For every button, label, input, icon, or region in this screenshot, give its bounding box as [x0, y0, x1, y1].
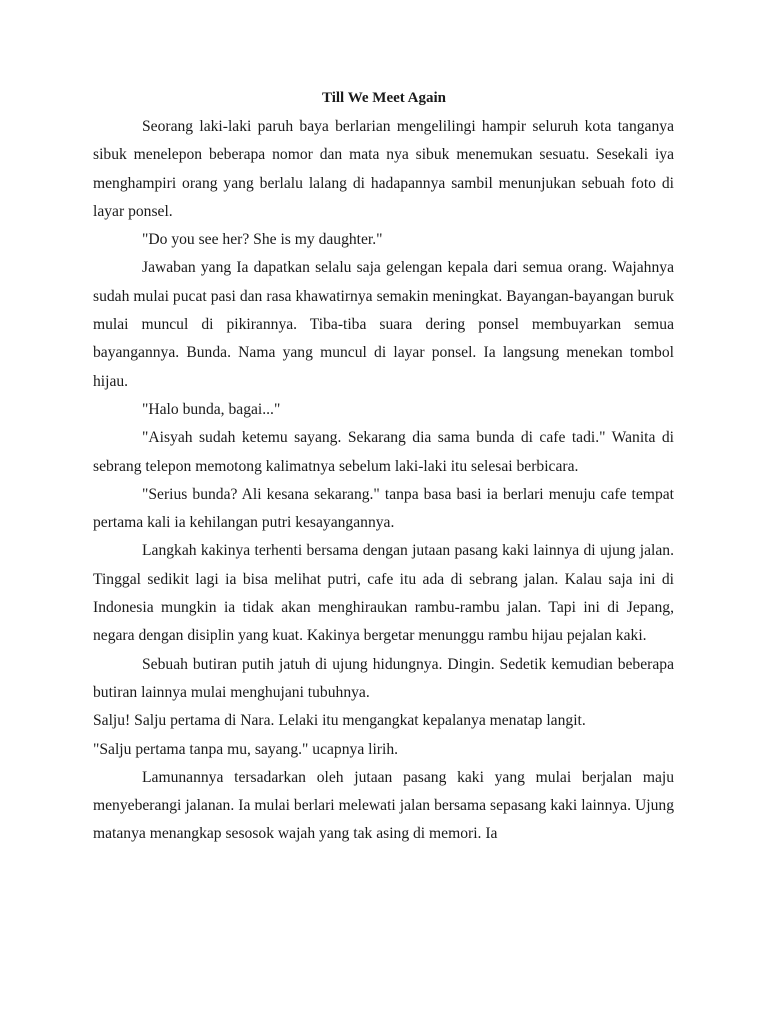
paragraph-7: Langkah kakinya terhenti bersama dengan jutaan pasang kaki lainnya di ujung jalan. Tinggal sedikit lagi ia bisa melihat putri, cafe itu ada di sebrang jalan. Kalau saja ini di Indonesia mungkin ia tidak akan menghiraukan rambu-rambu jalan. Tapi ini di Jepang, negara dengan disiplin yang kuat. Kakinya bergetar menunggu rambu hijau pejalan kaki. — [93, 542, 674, 645]
paragraph-6: "Serius bunda? Ali kesana sekarang." tanpa basa basi ia berlari menuju cafe tempat pertama kali ia kehilangan putri kesayangannya. — [93, 485, 674, 532]
paragraph-8: Sebuah butiran putih jatuh di ujung hidungnya. Dingin. Sedetik kemudian beberapa butiran lainnya mulai menghujani tubuhnya. — [93, 655, 674, 701]
paragraph-9: Salju! Salju pertama di Nara. Lelaki itu mengangkat kepalanya menatap langit. — [93, 712, 586, 730]
paragraph-5: "Aisyah sudah ketemu sayang. Sekarang dia sama bunda di cafe tadi." Wanita di sebrang telepon memotong kalimatnya sebelum laki-laki itu selesai berbicara. — [93, 429, 674, 475]
paragraph-11: Lamunannya tersadarkan oleh jutaan pasang kaki yang mulai berjalan maju menyeberangi jalanan. Ia mulai berlari melewati jalan bersama sepasang kaki lainnya. Ujung matanya menangkap sesosok wajah yang tak asing di memori. Ia — [93, 768, 674, 843]
document-title: Till We Meet Again — [321, 90, 447, 106]
paragraph-10: "Salju pertama tanpa mu, sayang." ucapnya lirih. — [93, 740, 399, 758]
paragraph-4: "Halo bunda, bagai..." — [142, 400, 281, 418]
paragraph-2: "Do you see her? She is my daughter." — [142, 231, 383, 249]
paragraph-3: Jawaban yang Ia dapatkan selalu saja gelengan kepala dari semua orang. Wajahnya sudah mulai pucat pasi dan rasa khawatirnya semakin meningkat. Bayangan-bayangan buruk mulai muncul di pikirannya. Tiba-tiba suara dering ponsel membuyarkan semua bayangannya. Bunda. Nama yang muncul di layar ponsel. Ia langsung menekan tombol hijau. — [93, 259, 674, 390]
document-body — [93, 113, 674, 849]
paragraph-1: Seorang laki-laki paruh baya berlarian mengelilingi hampir seluruh kota tanganya sibuk menelepon beberapa nomor dan mata nya sibuk menemukan sesuatu. Sesekali iya menghampiri orang yang berlalu lalang di hadapannya sambil menunjukan sebuah foto di layar ponsel. — [93, 118, 674, 220]
